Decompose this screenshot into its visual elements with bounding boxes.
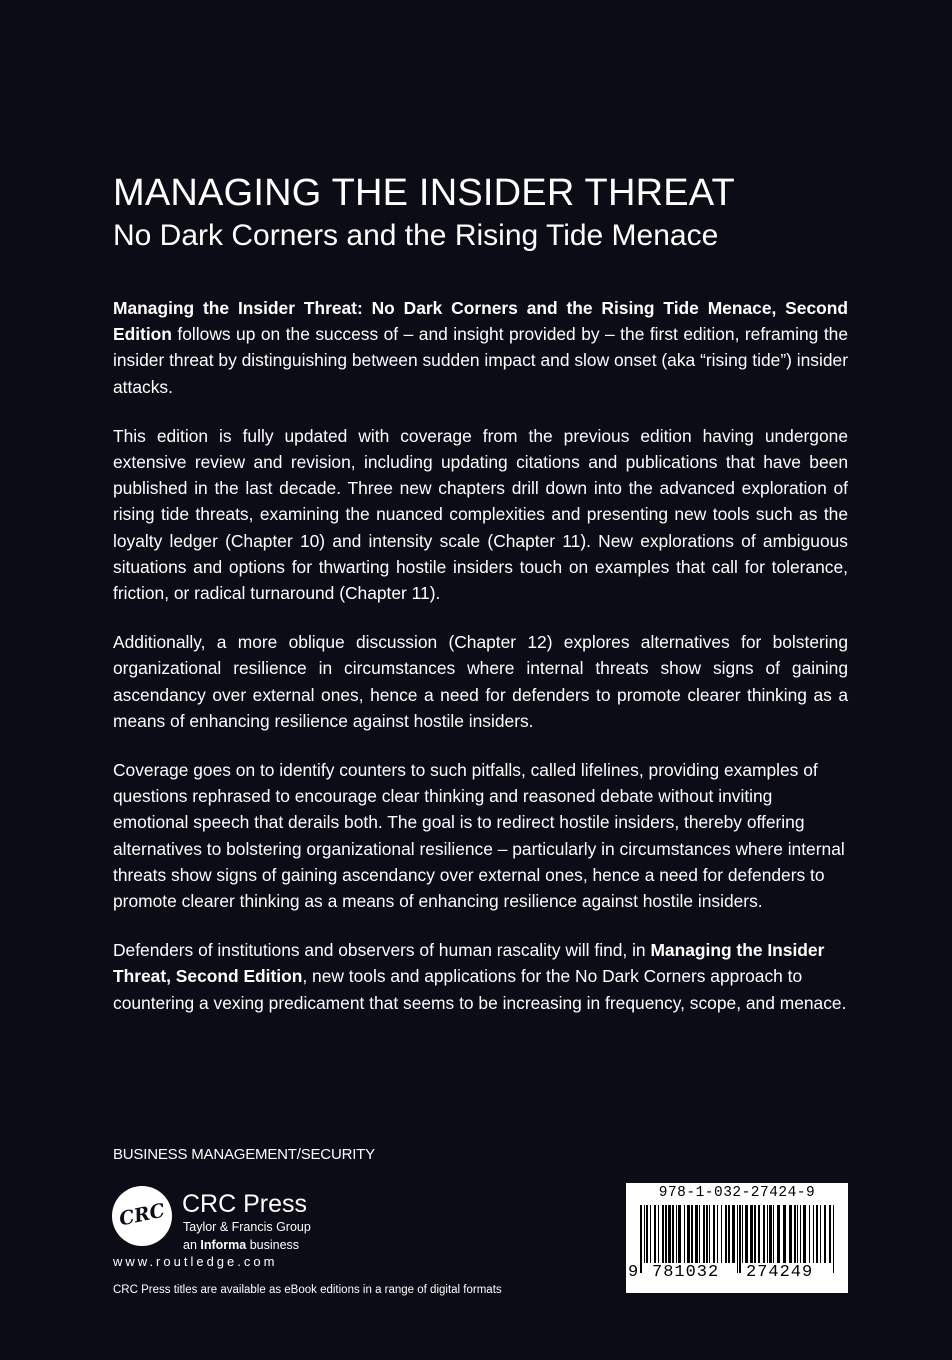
publisher-informa (183, 1238, 299, 1252)
barcode-bar (797, 1205, 798, 1263)
barcode-bar (824, 1205, 826, 1263)
blurb-paragraph-3: Additionally, a more oblique discussion (Chapter 12) explores alternatives for bolstering organizational resilience in circumstances where internal threats show signs of gaining ascendancy over external ones, hence a need for defenders to promote clearer thinking as a means of enhancing resilience against hostile insiders. (113, 632, 848, 731)
barcode-bar (728, 1205, 730, 1263)
informa-prefix: an (183, 1238, 201, 1252)
blurb-p5-book-name: Managing the Insider Threat, Second Edition (113, 940, 825, 987)
subject-category: BUSINESS MANAGEMENT/SECURITY (113, 1146, 375, 1163)
barcode-bar (833, 1205, 834, 1273)
barcode-bar (754, 1205, 756, 1263)
barcode-bar (662, 1205, 664, 1263)
blurb (113, 295, 848, 1039)
barcode-bar (794, 1205, 796, 1263)
barcode-bar (820, 1205, 821, 1263)
barcode-bar (767, 1205, 768, 1263)
barcode-bar (706, 1205, 708, 1263)
barcode-bar (800, 1205, 801, 1263)
blurb-p5-start: Defenders of institutions and observers of human rascality will find, in (113, 940, 651, 961)
barcode-bar (703, 1205, 705, 1263)
barcode-bar (699, 1205, 700, 1263)
ebook-note: CRC Press titles are available as eBook editions in a range of digital formats (113, 1284, 502, 1296)
barcode-bar (678, 1205, 681, 1263)
informa-bold: Informa (200, 1238, 247, 1252)
publisher-website: www.routledge.com (113, 1254, 278, 1269)
barcode-bar (758, 1205, 760, 1263)
barcode-bar (658, 1205, 659, 1263)
barcode-bar (672, 1205, 674, 1263)
blurb-paragraph-4: Coverage goes on to identify counters to such pitfalls, called lifelines, providing examples of questions rephrased to encourage clear thinking and reasoned debate without inviting emotional speech that derails both. The goal is to redirect hostile insiders, thereby offering alternatives to bolstering organizational resilience – particularly in circumstances where internal threats show signs of gaining ascendancy over external ones, hence a need for defenders to promote clearer thinking as a means of enhancing resilience against hostile insiders. (113, 760, 845, 912)
crc-badge-text: CRC (117, 1199, 167, 1231)
blurb-p1-text: follows up on the success of – and insight provided by – the first edition, reframing the insider threat by distinguishing between sudden impact and slow onset (aka “rising tide”) insider attacks. (113, 324, 848, 397)
publisher-group: Taylor & Francis Group (183, 1220, 311, 1234)
barcode-bar (646, 1205, 648, 1263)
barcode-bar (739, 1205, 741, 1273)
barcode-bar (809, 1205, 810, 1263)
barcode-bar (773, 1205, 774, 1263)
barcode-bar (769, 1205, 772, 1263)
barcode-bar (816, 1205, 818, 1263)
blurb-paragraph-1 (113, 295, 848, 400)
book-title: MANAGING THE INSIDER THREAT (113, 172, 735, 214)
barcode-bar (654, 1205, 656, 1263)
barcode-bar (676, 1205, 677, 1263)
isbn-number: 978-1-032-27424-9 (658, 1185, 816, 1201)
barcode-bar (695, 1205, 698, 1263)
barcode-bar (687, 1205, 690, 1263)
barcode-bar (665, 1205, 667, 1263)
isbn-barcode (626, 1183, 848, 1293)
barcode-bar (717, 1205, 718, 1263)
barcode-bar (650, 1205, 651, 1263)
barcode-bar (668, 1205, 671, 1263)
barcode-bar (732, 1205, 735, 1263)
barcode-bar (750, 1205, 753, 1263)
barcode-bar (803, 1205, 806, 1263)
barcode-bar (763, 1205, 765, 1263)
barcode-bar (737, 1205, 738, 1273)
barcode-bar (713, 1205, 715, 1263)
publisher-name: CRC Press (182, 1190, 308, 1218)
barcode-bar (640, 1205, 642, 1273)
barcode-bar (691, 1205, 693, 1263)
isbn-digits-right: 274249 (746, 1263, 814, 1282)
barcode-bar (783, 1205, 786, 1263)
barcode-bar (709, 1205, 710, 1263)
barcode-bar (777, 1205, 780, 1263)
book-subtitle: No Dark Corners and the Rising Tide Menace (113, 219, 719, 252)
isbn-digit-lead: 9 (628, 1263, 640, 1282)
crc-badge-icon (112, 1186, 172, 1246)
barcode-bar (644, 1205, 645, 1263)
informa-suffix: business (246, 1238, 300, 1252)
barcode-bar (742, 1205, 743, 1263)
barcode-bar (789, 1205, 792, 1263)
isbn-digits-left: 781032 (652, 1263, 720, 1282)
blurb-paragraph-5 (113, 937, 848, 1016)
barcode-bar (721, 1205, 722, 1263)
barcode-bar (829, 1205, 831, 1263)
barcode-bar (684, 1205, 685, 1263)
blurb-p5-end: , new tools and applications for the No Dark Corners approach to countering a vexing predicament that seems to be increasing in frequency, scope, and menace. (113, 966, 847, 1013)
barcode-bar (745, 1205, 748, 1263)
blurb-book-name: Managing the Insider Threat: No Dark Corners and the Rising Tide Menace, Second Edition (113, 298, 848, 345)
barcode-bar (725, 1205, 727, 1263)
barcode-bar (813, 1205, 814, 1263)
blurb-paragraph-2: This edition is fully updated with coverage from the previous edition having undergone extensive review and revision, including updating citations and publications that have been published in the last decade. Three new chapters drill down into the advanced exploration of rising tide threats, examining the nuanced complexities and presenting new tools such as the loyalty ledger (Chapter 10) and intensity scale (Chapter 11). New explorations of ambiguous situations and options for thwarting hostile insiders touch on examples that call for tolerance, friction, or radical turnaround (Chapter 11). (113, 425, 848, 604)
